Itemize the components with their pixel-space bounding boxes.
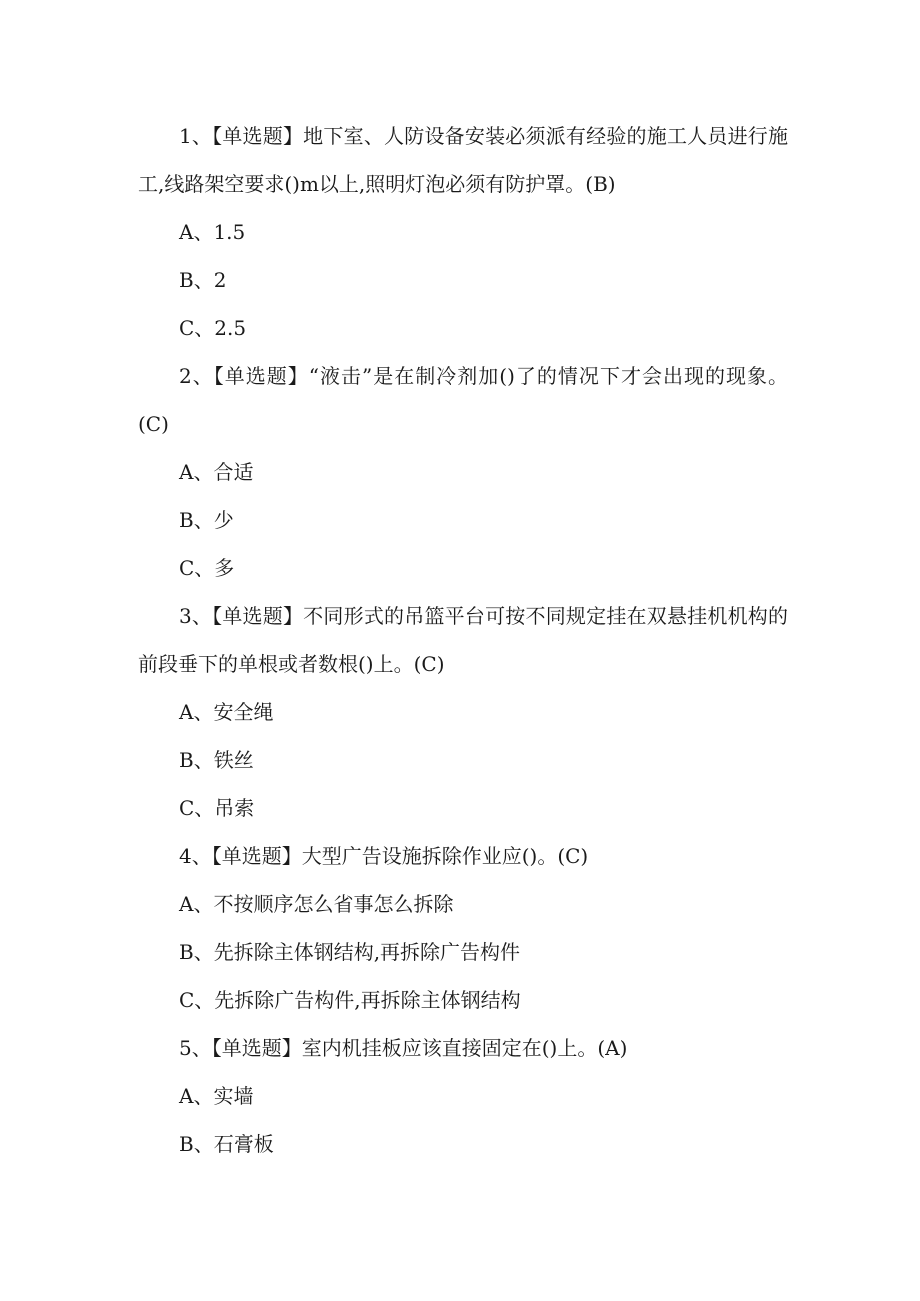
question-5-stem: 5、【单选题】室内机挂板应该直接固定在()上。(A)	[179, 1036, 628, 1060]
question-1-option-a: A、1.5	[179, 220, 246, 244]
question-1-option-c: C、2.5	[179, 316, 247, 340]
question-2-option-c: C、多	[179, 556, 235, 580]
question-3-option-a: A、安全绳	[179, 700, 274, 724]
question-2-option-a: A、合适	[179, 460, 254, 484]
question-1-option-b: B、2	[179, 268, 227, 292]
question-2-stem: 2、【单选题】“液击”是在制冷剂加()了的情况下才会出现的现象。(C)	[138, 364, 788, 436]
question-4-option-c: C、先拆除广告构件,再拆除主体钢结构	[179, 988, 521, 1012]
question-3-stem: 3、【单选题】不同形式的吊篮平台可按不同规定挂在双悬挂机机构的前段垂下的单根或者数根()上。(C)	[138, 604, 788, 676]
question-3-option-c: C、吊索	[179, 796, 255, 820]
question-list	[138, 112, 788, 1168]
question-5-option-a: A、实墙	[179, 1084, 254, 1108]
question-5-option-b: B、石膏板	[179, 1132, 274, 1156]
question-2-option-b: B、少	[179, 508, 234, 532]
question-4-stem: 4、【单选题】大型广告设施拆除作业应()。(C)	[179, 844, 589, 868]
question-4-option-b: B、先拆除主体钢结构,再拆除广告构件	[179, 940, 521, 964]
question-3-option-b: B、铁丝	[179, 748, 254, 772]
question-4-option-a: A、不按顺序怎么省事怎么拆除	[179, 892, 454, 916]
question-1-stem: 1、【单选题】地下室、人防设备安装必须派有经验的施工人员进行施工,线路架空要求()m以上,照明灯泡必须有防护罩。(B)	[138, 124, 788, 196]
